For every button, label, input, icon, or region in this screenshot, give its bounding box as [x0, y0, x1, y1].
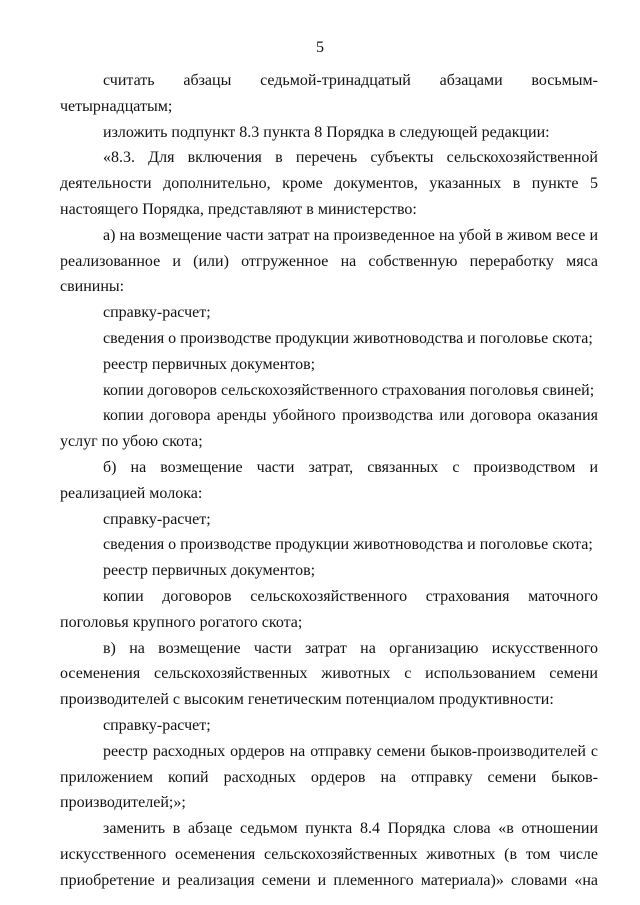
list-item: реестр расходных ордеров на отправку семени быков-производителей с приложением копий расходных ордеров на отправку семени быков-производителей;»;	[60, 742, 598, 812]
list-item: справку-расчет;	[103, 304, 211, 322]
list-item: реестр первичных документов;	[103, 355, 316, 373]
document-body	[60, 68, 598, 894]
paragraph-8-3-intro: «8.3. Для включения в перечень субъекты сельскохозяйственной деятельности дополнительно, кроме документов, указанных в пункте 5 настоящего Порядка, представляют в министерство:	[60, 149, 598, 218]
paragraph-amend-8-3: изложить подпункт 8.3 пункта 8 Порядка в следующей редакции:	[103, 123, 550, 141]
list-item: копии договоров сельскохозяйственного страхования маточного поголовья крупного рогатого скота;	[60, 587, 598, 631]
list-item: копии договора аренды убойного производства или договора оказания услуг по убою скота;	[60, 407, 598, 451]
list-item: реестр первичных документов;	[103, 562, 316, 580]
paragraph-renumber-clauses: считать абзацы седьмой-тринадцатый абзацами восьмым-четырнадцатым;	[60, 72, 598, 115]
paragraph-item-b: б) на возмещение части затрат, связанных с производством и реализацией молока:	[60, 458, 598, 502]
paragraph-item-v: в) на возмещение части затрат на организацию искусственного осеменения сельскохозяйственных животных с использованием семени производителей с высоким генетическим потенциалом продуктивности:	[60, 639, 598, 709]
list-item: справку-расчет;	[103, 716, 211, 734]
paragraph-amend-8-4: заменить в абзаце седьмом пункта 8.4 Порядка слова «в отношении искусственного осеменения сельскохозяйственных животных (в том числе приобретение и реализация семени и племенного материала)» словами «на	[60, 820, 598, 889]
list-item: справку-расчет;	[103, 510, 211, 528]
paragraph-item-a: а) на возмещение части затрат на произведенное на убой в живом весе и реализованное и (или) отгруженное на собственную переработку мяса свинины:	[60, 226, 598, 296]
page-number: 5	[316, 39, 324, 56]
list-item: сведения о производстве продукции животноводства и поголовье скота;	[103, 329, 593, 347]
list-item: сведения о производстве продукции животноводства и поголовье скота;	[103, 536, 593, 554]
list-item: копии договоров сельскохозяйственного страхования поголовья свиней;	[103, 381, 595, 399]
